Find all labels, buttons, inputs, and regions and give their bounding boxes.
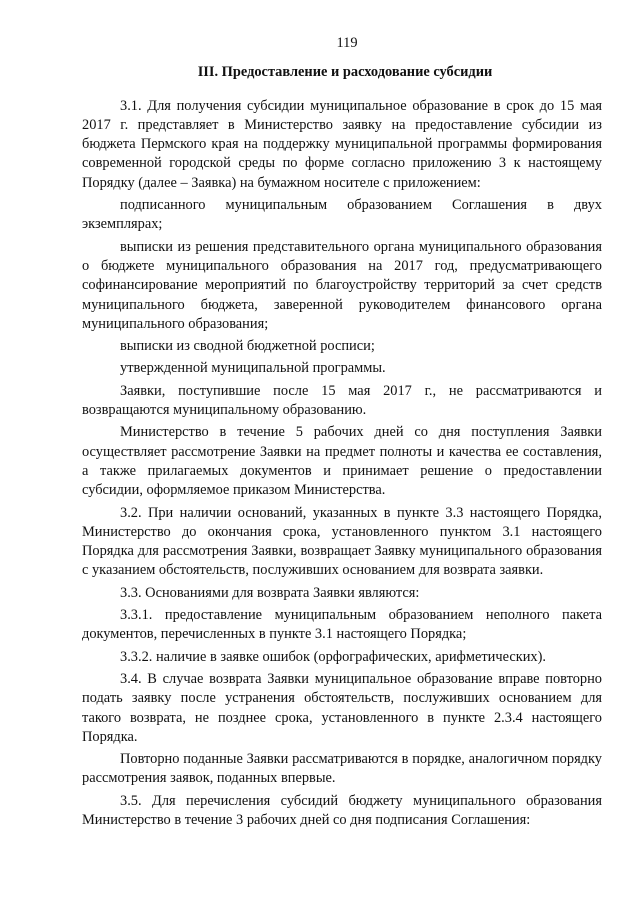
paragraph-3-3-2: 3.3.2. наличие в заявке ошибок (орфографических, арифметических). — [120, 648, 546, 665]
paragraph-attachment-program: утвержденной муниципальной программы. — [120, 360, 386, 377]
paragraph-attachment-budget-extract: выписки из решения представительного органа муниципального образования о бюджете муниципального образования на 2017 год, предусматривающего софинансирование мероприятий по благоустройству территорий за счет средств муниципального бюджета, заверенной руководителем финансового органа муниципального образования; — [82, 238, 602, 332]
paragraph-3-4: 3.4. В случае возврата Заявки муниципальное образование вправе повторно подать заявку после устранения обстоятельств, послуживших основанием для такого возврата, не позднее срока, установленного в пункте 2.3.4 настоящего Порядка. — [82, 670, 602, 745]
paragraph-3-1: 3.1. Для получения субсидии муниципальное образование в срок до 15 мая 2017 г. представляет в Министерство заявку на предоставление субсидии из бюджета Пермского края на поддержку муниципальной программы формирования современной городской среды по форме согласно приложению 3 к настоящему Порядку (далее – Заявка) на бумажном носителе с приложением: — [82, 97, 602, 191]
paragraph-late-applications: Заявки, поступившие после 15 мая 2017 г., не рассматриваются и возвращаются муниципальному образованию. — [82, 382, 602, 419]
paragraph-ministry-review: Министерство в течение 5 рабочих дней со дня поступления Заявки осуществляет рассмотрение Заявки на предмет полноты и качества ее составления, а также прилагаемых документов и принимает решение о предоставлении субсидии, оформляемое приказом Министерства. — [82, 424, 602, 499]
paragraph-3-5: 3.5. Для перечисления субсидий бюджету муниципального образования Министерство в течение 3 рабочих дней со дня подписания Соглашения: — [82, 792, 602, 828]
paragraph-3-3-1: 3.3.1. предоставление муниципальным образованием неполного пакета документов, перечисленных в пункте 3.1 настоящего Порядка; — [82, 607, 602, 643]
paragraph-attachment-agreement: подписанного муниципальным образованием Соглашения в двух экземплярах; — [82, 197, 602, 233]
paragraph-resubmitted: Повторно поданные Заявки рассматриваются в порядке, аналогичном порядку рассмотрения заявок, поданных впервые. — [82, 751, 602, 787]
paragraph-3-2: 3.2. При наличии оснований, указанных в пункте 3.3 настоящего Порядка, Министерство до окончания срока, установленного пунктом 3.1 настоящего Порядка для рассмотрения Заявки, возвращает Заявку муниципального образования с указанием обстоятельств, послуживших основанием для возврата заявки. — [82, 504, 602, 579]
section-title: III. Предоставление и расходование субсидии — [197, 64, 493, 81]
page-number: 119 — [336, 35, 358, 51]
paragraph-3-3: 3.3. Основаниями для возврата Заявки являются: — [120, 584, 420, 601]
paragraph-attachment-budget-list: выписки из сводной бюджетной росписи; — [120, 338, 375, 355]
